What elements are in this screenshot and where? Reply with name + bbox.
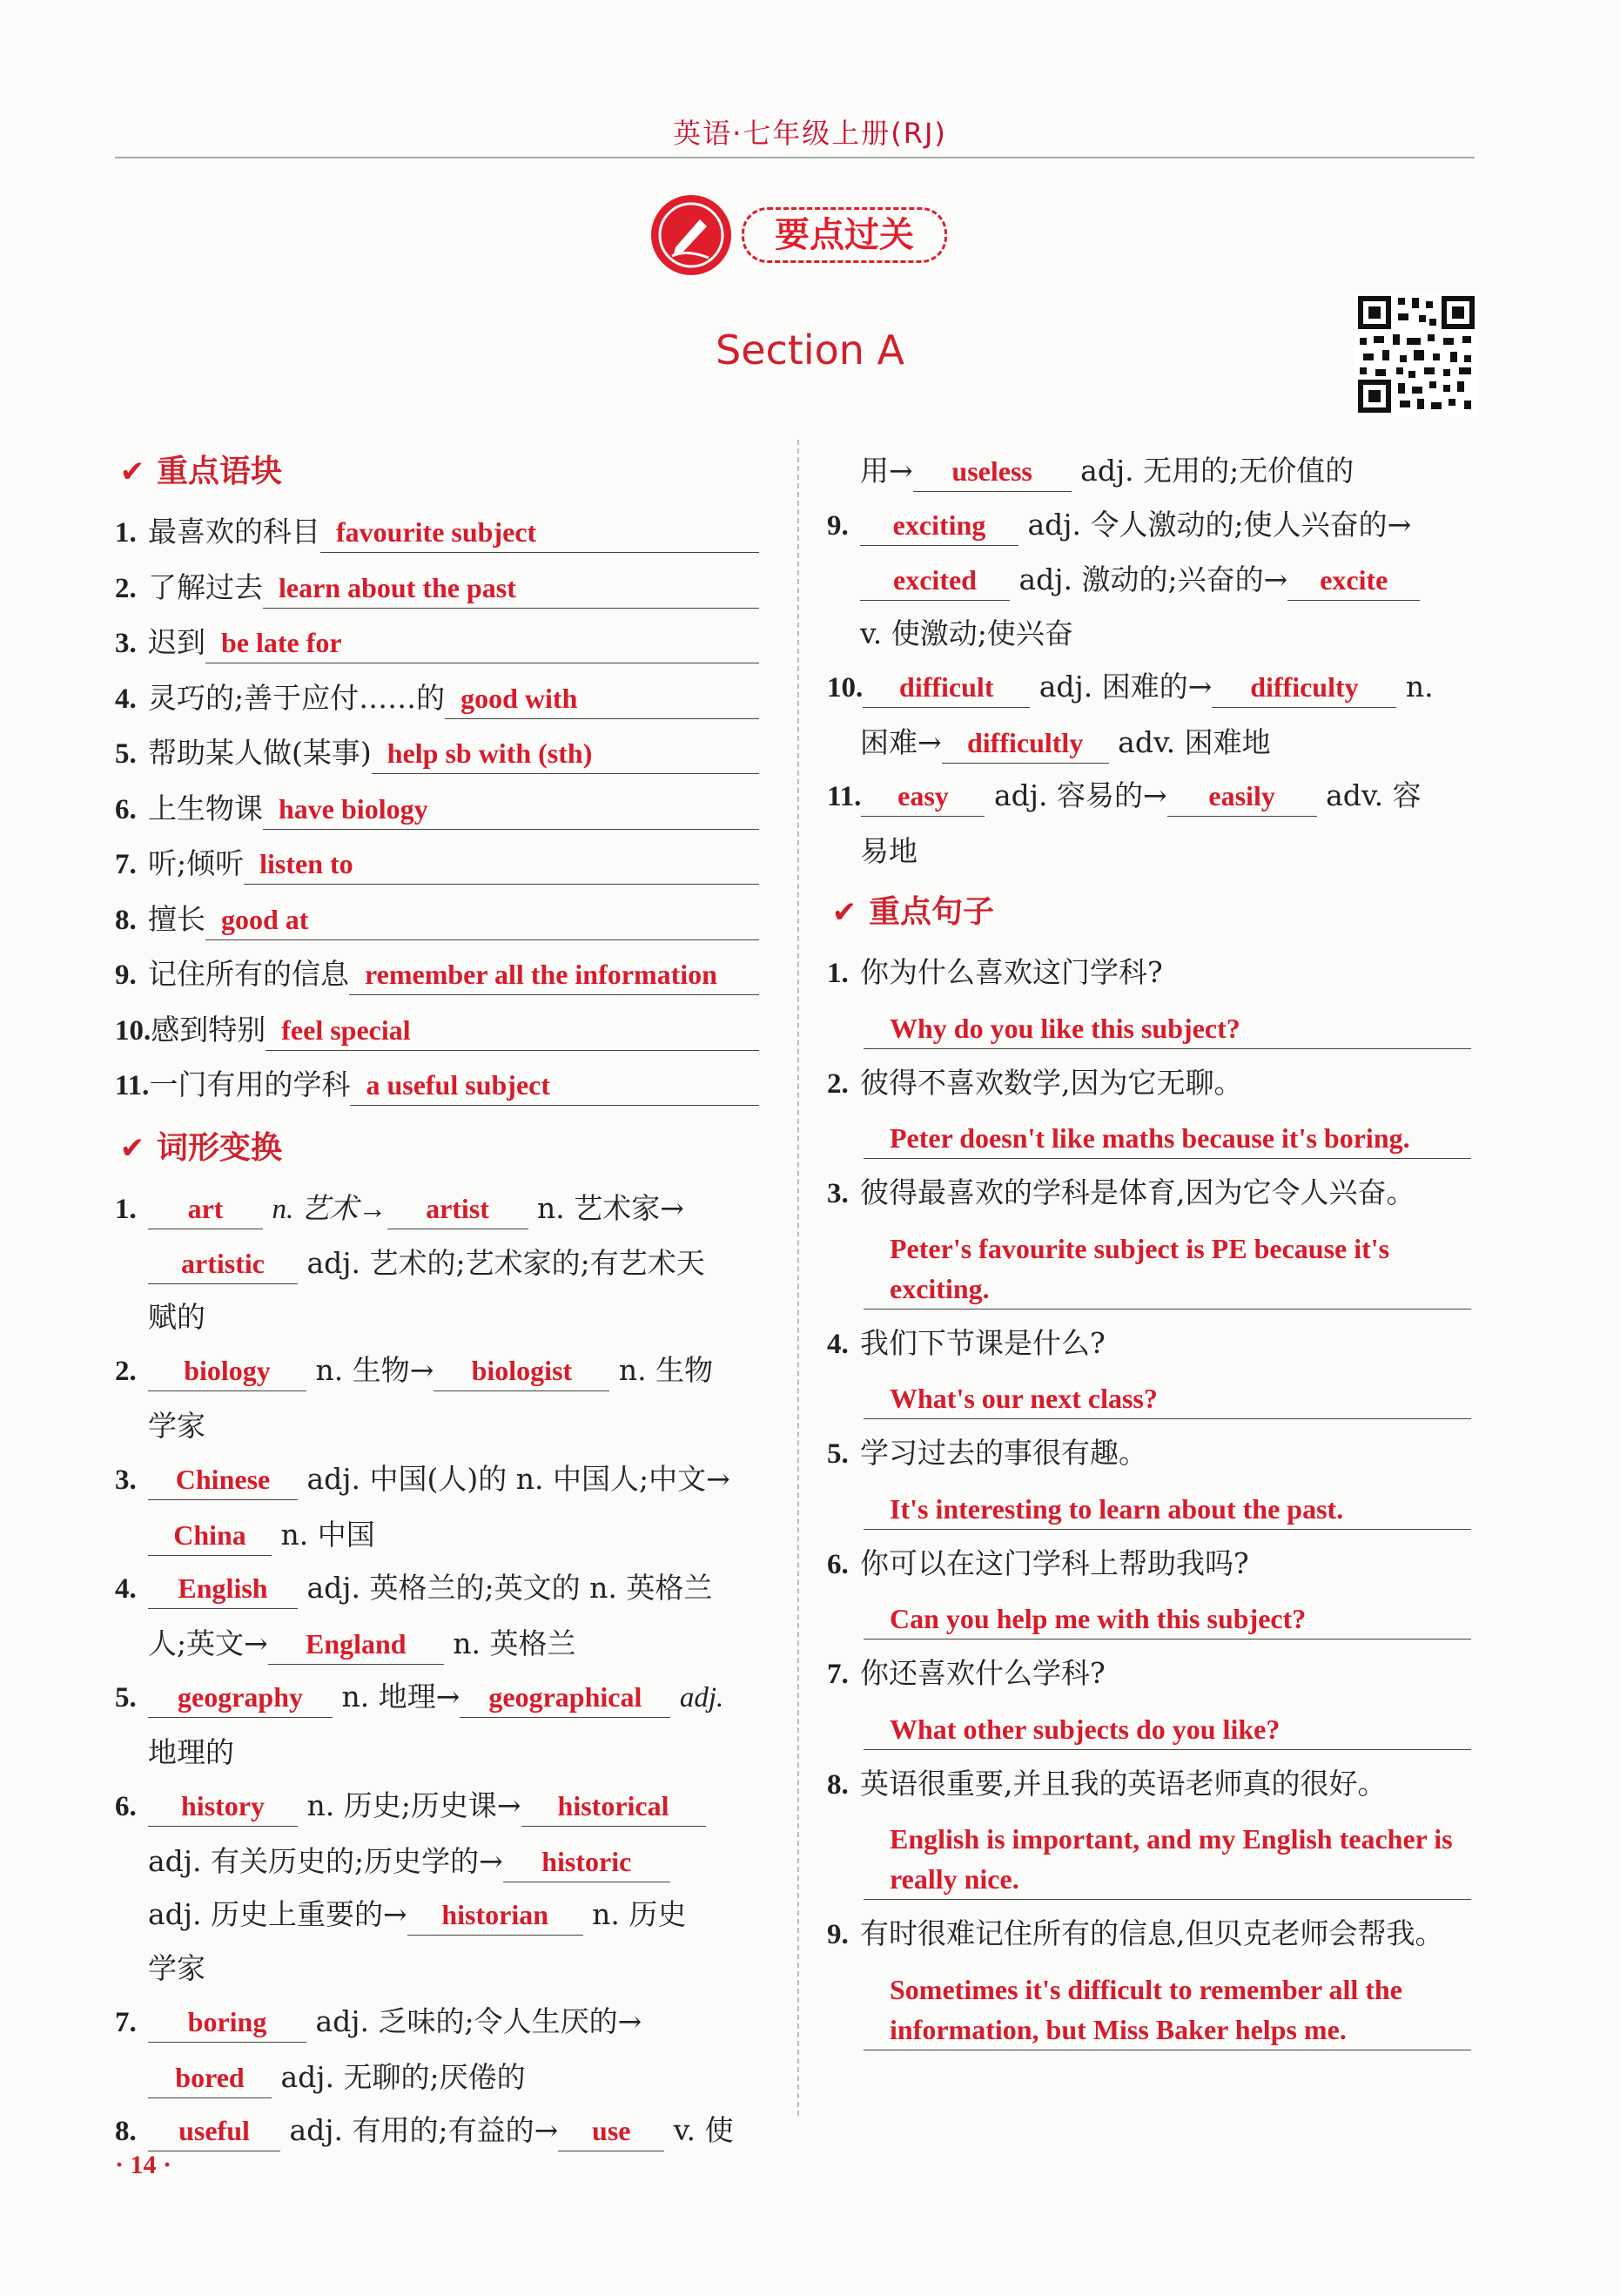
item-number: 8. (115, 904, 137, 936)
chunk-prompt: 上生物课 (148, 791, 263, 825)
chunk-prompt: 擅长 (148, 901, 205, 936)
item-number: 1. (827, 958, 849, 989)
chunk-prompt: 记住所有的信息 (148, 957, 349, 991)
sentence-prompt: 学习过去的事很有趣。 (860, 1436, 1147, 1470)
chunk-prompt: 了解过去 (148, 569, 263, 604)
sentence-item (827, 1646, 1471, 1750)
sentence-item (827, 1316, 1471, 1420)
chunk-answer: good with (445, 678, 759, 719)
chunk-item (115, 837, 759, 892)
item-number: 10. (115, 1014, 151, 1047)
sentence-answer: Peter doesn't like maths because it's boring. (864, 1118, 1471, 1159)
item-number: 3. (115, 628, 137, 659)
chunk-answer: feel special (266, 1010, 759, 1051)
item-number: 4. (115, 683, 137, 715)
right-column (827, 444, 1471, 2057)
pen-icon (651, 195, 731, 275)
chunk-prompt: 迟到 (148, 625, 205, 659)
item-number: 3. (827, 1178, 849, 1209)
chunk-answer: help sb with (sth) (372, 733, 759, 774)
item-number: 4. (827, 1328, 849, 1360)
sentence-prompt: 英语很重要,并且我的英语老师真的很好。 (860, 1766, 1387, 1801)
check-icon: ✔ (831, 895, 857, 930)
badge-label: 要点过关 (742, 207, 947, 263)
chunk-item (115, 1003, 759, 1059)
sentence-item (827, 1757, 1471, 1901)
sentence-item (827, 1166, 1471, 1310)
item-number: 6. (115, 793, 137, 825)
check-icon: ✔ (119, 454, 145, 489)
item-number: 9. (827, 1919, 849, 1950)
chunk-prompt: 听;倾听 (148, 846, 245, 880)
chunk-answer: favourite subject (320, 512, 759, 553)
item-number: 7. (115, 849, 137, 880)
chunk-answer: listen to (244, 844, 759, 885)
chunk-answer: have biology (263, 789, 759, 830)
item-number: 7. (827, 1659, 849, 1690)
item-number: 11. (115, 1070, 150, 1101)
chunk-prompt: 最喜欢的科目 (148, 515, 320, 549)
item-number: 6. (827, 1548, 849, 1580)
chunk-item (115, 505, 759, 561)
chunk-item (115, 1058, 759, 1114)
word-form-item: 10. difficult adj. 困难的→ difficulty n. 困难→ difficultly adv. 困难地 (827, 660, 1471, 769)
column-divider (797, 440, 799, 2116)
item-number: 8. (827, 1768, 849, 1801)
word-form-item: 2. biology n. 生物→ biologist n. 生物 学家 (115, 1343, 759, 1452)
key-sentences-list (827, 946, 1471, 2050)
chunk-item (115, 616, 759, 671)
sentence-prompt: 彼得最喜欢的学科是体育,因为它令人兴奋。 (860, 1175, 1415, 1209)
item-number: 5. (115, 738, 137, 770)
sentence-prompt: 你可以在这门学科上帮助我吗? (860, 1545, 1249, 1580)
chunk-answer: a useful subject (350, 1065, 759, 1106)
chunk-prompt: 帮助某人做(某事) (148, 736, 372, 770)
word-form-item: 7. boring adj. 乏味的;令人生厌的→ bored adj. 无聊的;厌倦的 (115, 1995, 759, 2104)
sentence-answer: It's interesting to learn about the past. (864, 1489, 1471, 1530)
sentence-item (827, 1426, 1471, 1530)
item-number: 2. (115, 572, 137, 604)
sentence-answer: Sometimes it's difficult to remember all the information, but Miss Baker helps me. (864, 1969, 1471, 2050)
sentence-answer: Can you help me with this subject? (864, 1599, 1471, 1640)
sentence-answer: English is important, and my English teacher is really nice. (864, 1819, 1471, 1900)
key-chunks-heading: ✔ 重点语块 (115, 444, 759, 500)
chunk-item (115, 561, 759, 616)
sentence-answer: Why do you like this subject? (864, 1008, 1471, 1049)
word-form-item: 4. English adj. 英格兰的;英文的 n. 英格兰 人;英文→ England n. 英格兰 (115, 1561, 759, 1670)
word-form-item: 1. art n. 艺术→ artist n. 艺术家→ artistic adj. 艺术的;艺术家的;有艺术天 赋的 (115, 1182, 759, 1344)
sentence-item (827, 1537, 1471, 1640)
check-icon: ✔ (119, 1130, 145, 1166)
sentence-prompt: 彼得不喜欢数学,因为它无聊。 (860, 1065, 1243, 1100)
word-form-item: 5. geography n. 地理→ geographical adj. 地理的 (115, 1670, 759, 1779)
chunk-answer: be late for (205, 623, 759, 663)
sentence-prompt: 你还喜欢什么学科? (860, 1656, 1106, 1690)
chunk-item (115, 782, 759, 838)
sentence-answer: What's our next class? (864, 1378, 1471, 1419)
sentence-item (827, 946, 1471, 1049)
sentence-answer: What other subjects do you like? (864, 1709, 1471, 1750)
item-number: 1. (115, 517, 137, 549)
page-header: 英语·七年级上册(RJ) (673, 117, 947, 150)
chunk-prompt: 感到特别 (151, 1012, 266, 1047)
page-number: · 14 · (115, 2151, 172, 2179)
word-forms-heading: ✔ 词形变换 (115, 1121, 759, 1176)
word-form-item: 8. useful adj. 有用的;有益的→ use v. 使 (115, 2104, 759, 2159)
word-form-item: 11. easy adj. 容易的→ easily adv. 容 易地 (827, 769, 1471, 878)
word-form-item: 3. Chinese adj. 中国(人)的 n. 中国人;中文→ China n. 中国 (115, 1452, 759, 1561)
sentence-item (827, 1907, 1471, 2050)
section-title: Section A (716, 327, 904, 374)
item-number: 2. (827, 1067, 849, 1100)
sentence-item (827, 1056, 1471, 1160)
sentence-prompt: 有时很难记住所有的信息,但贝克老师会帮我。 (860, 1916, 1444, 1950)
qr-code-icon[interactable] (1354, 293, 1478, 416)
key-points-badge (651, 195, 956, 275)
item-number: 9. (115, 959, 137, 991)
sentence-prompt: 你为什么喜欢这门学科? (860, 955, 1163, 989)
left-column (115, 444, 759, 2159)
header-rule (115, 157, 1475, 158)
item-number: 5. (827, 1438, 849, 1470)
chunk-answer: good at (205, 899, 759, 940)
chunk-prompt: 一门有用的学科 (149, 1067, 351, 1101)
word-form-item: 6. history n. 历史;历史课→ historical adj. 有关历史的;历史学的→ historic adj. 历史上重要的→ historian n. 历史 学家 (115, 1779, 759, 1995)
chunk-item (115, 671, 759, 727)
chunk-item (115, 947, 759, 1003)
word-form-item: 用→ useless adj. 无用的;无价值的 (827, 444, 1471, 498)
key-chunks-list (115, 505, 759, 1114)
chunk-item (115, 726, 759, 782)
key-sentences-heading: ✔ 重点句子 (827, 885, 1471, 940)
word-form-item: 9. exciting adj. 令人激动的;使人兴奋的→ excited adj. 激动的;兴奋的→ excite v. 使激动;使兴奋 (827, 498, 1471, 661)
chunk-item (115, 892, 759, 948)
sentence-prompt: 我们下节课是什么? (860, 1325, 1106, 1360)
chunk-prompt: 灵巧的;善于应付……的 (148, 680, 446, 715)
chunk-answer: remember all the information (349, 954, 759, 995)
chunk-answer: learn about the past (263, 568, 759, 609)
sentence-answer: Peter's favourite subject is PE because it's exciting. (864, 1229, 1471, 1310)
